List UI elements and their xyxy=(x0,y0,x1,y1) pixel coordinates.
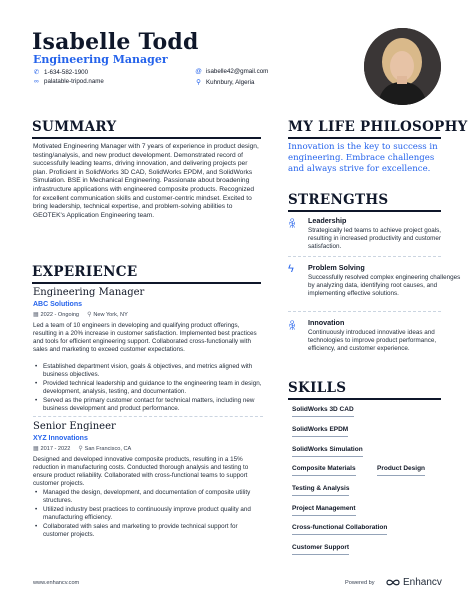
strength-title: Problem Solving xyxy=(308,263,365,272)
location-pin-icon: ⚲ xyxy=(196,79,201,86)
job-bullet: • Managed the design, development, and documentation of composite utility structures. xyxy=(33,489,263,505)
job-bullet: • Served as the primary customer contact for technical matters, including new business development and product performance. xyxy=(33,397,263,413)
skill-tag: Project Management xyxy=(292,505,356,516)
calendar-icon: ▦ xyxy=(33,446,39,452)
experience-heading: EXPERIENCE xyxy=(32,264,138,280)
skills-rule xyxy=(288,398,441,400)
summary-heading: SUMMARY xyxy=(32,119,117,135)
job-location: ⚲ San Francisco, CA xyxy=(78,446,132,452)
candidate-role: Engineering Manager xyxy=(33,53,168,66)
summary-text: Motivated Engineering Manager with 7 years of experience in product design, testing/analysis, and new product development. Demonstrated record of successfully leading teams, driving innovation, and delivering projects per plan. Proficient in SolidWorks 3D CAD, SolidWorks EPDM, and SolidWorks Simulation. BSE in Mechanical Engineering. Passionate about broadening infrastructure applications with engineered composite products. Recognized for excellent communication skills and customer-centric mindset. Excited to bring leadership, technical expertise, and problem-solving abilities to GEOTEK's Application Engineering team. xyxy=(33,143,259,219)
philosophy-heading: MY LIFE PHILOSOPHY xyxy=(288,119,468,135)
person-network-icon: ꆜ xyxy=(288,321,297,333)
skill-tag: Cross-functional Collaboration xyxy=(292,524,387,535)
skill-tag: SolidWorks Simulation xyxy=(292,446,363,457)
strength-description: Successfully resolved complex engineering challenges by analyzing data, identifying root causes, and implementing effective solutions. xyxy=(308,274,461,298)
summary-rule xyxy=(32,137,261,139)
footer-website[interactable]: www.enhancv.com xyxy=(33,580,80,586)
skill-tag: SolidWorks 3D CAD xyxy=(292,406,354,417)
strength-title: Innovation xyxy=(308,318,345,327)
job-divider xyxy=(33,416,263,417)
person-network-icon: ꆜ xyxy=(288,219,297,231)
location-pin-icon: ⚲ xyxy=(87,312,92,318)
job-title: Engineering Manager xyxy=(33,287,145,298)
skills-heading: SKILLS xyxy=(288,380,347,396)
job-bullet: • Collaborated with sales and marketing to provide technical support for customer projects. xyxy=(33,523,263,539)
footer-powered-by: Powered by xyxy=(345,580,375,586)
location-pin-icon: ⚲ xyxy=(78,446,83,452)
job-meta xyxy=(33,312,128,318)
profile-photo xyxy=(364,28,441,105)
philosophy-rule xyxy=(288,137,441,139)
enhancv-logo-icon xyxy=(386,578,400,587)
job-bullet: • Provided technical leadership and guidance to the engineering team in design, development, analysis, testing, and documentation. xyxy=(33,380,263,396)
candidate-name: Isabelle Todd xyxy=(32,29,199,55)
strength-title: Leadership xyxy=(308,216,347,225)
job-bullets xyxy=(33,363,263,413)
philosophy-text: Innovation is the key to success in engineering. Embrace challenges and always strive for excellence. xyxy=(288,142,438,175)
job-meta xyxy=(33,446,131,452)
skill-tag: Composite Materials xyxy=(292,465,356,476)
job-description: Designed and developed innovative composite products, resulting in a 15% reduction in manufacturing costs. Conducted thorough analysis and testing to ensure product reliability. Collaborated with cross-functional teams to support customer projects. xyxy=(33,456,249,488)
link-icon: ∞ xyxy=(34,78,39,85)
phone-icon: ✆ xyxy=(33,69,40,76)
job-title: Senior Engineer xyxy=(33,421,116,432)
location-text: Kuhnbury, Algeria xyxy=(206,78,255,86)
footer-brand[interactable] xyxy=(386,577,442,588)
skill-tag: Customer Support xyxy=(292,544,349,555)
strengths-heading: STRENGTHS xyxy=(288,192,389,208)
job-bullet: • Utilized industry best practices to continuously improve product quality and manufacturing efficiency. xyxy=(33,506,263,522)
job-dates: ▦ 2022 - Ongoing xyxy=(33,312,80,318)
experience-rule xyxy=(32,282,261,284)
company-name: XYZ Innovations xyxy=(33,435,88,442)
brand-name: Enhancv xyxy=(403,577,442,588)
phone-contact xyxy=(33,68,88,76)
skill-tag: Testing & Analysis xyxy=(292,485,349,496)
at-icon: @ xyxy=(195,68,202,75)
strengths-rule xyxy=(288,210,441,212)
strength-description: Continuously introduced innovative ideas and technologies to improve product performance, efficiency, and customer experience. xyxy=(308,329,437,353)
skill-tag: Product Design xyxy=(377,465,425,476)
email-contact[interactable] xyxy=(195,68,268,75)
job-location: ⚲ New York, NY xyxy=(87,312,128,318)
strength-divider xyxy=(288,311,441,312)
email-text[interactable]: isabelle42@gmail.com xyxy=(206,68,269,75)
company-name: ABC Solutions xyxy=(33,301,82,308)
job-bullets xyxy=(33,489,263,539)
location-contact xyxy=(195,78,254,86)
strength-description: Strategically led teams to achieve project goals, resulting in increased productivity and customer satisfaction. xyxy=(308,227,442,251)
lightning-icon: ϟ xyxy=(288,263,294,275)
job-dates: ▦ 2017 - 2022 xyxy=(33,446,71,452)
profile-photo-illustration xyxy=(364,28,441,105)
website-text[interactable]: palatable-tripod.name xyxy=(44,78,104,85)
calendar-icon: ▦ xyxy=(33,312,39,318)
website-contact[interactable] xyxy=(33,78,104,85)
job-bullet: • Established department vision, goals & objectives, and metrics aligned with business objectives. xyxy=(33,363,263,379)
job-description: Led a team of 10 engineers in developing and qualifying product offerings, resulting in a 20% increase in customer satisfaction. Implemented best practices and tools for efficient engineering support. Collaborated cross-functionally with sales and marketing to exceed customer expectations. xyxy=(33,322,257,354)
strength-divider xyxy=(288,256,441,257)
skill-tag: SolidWorks EPDM xyxy=(292,426,348,437)
phone-text: 1-634-582-1900 xyxy=(44,68,89,76)
